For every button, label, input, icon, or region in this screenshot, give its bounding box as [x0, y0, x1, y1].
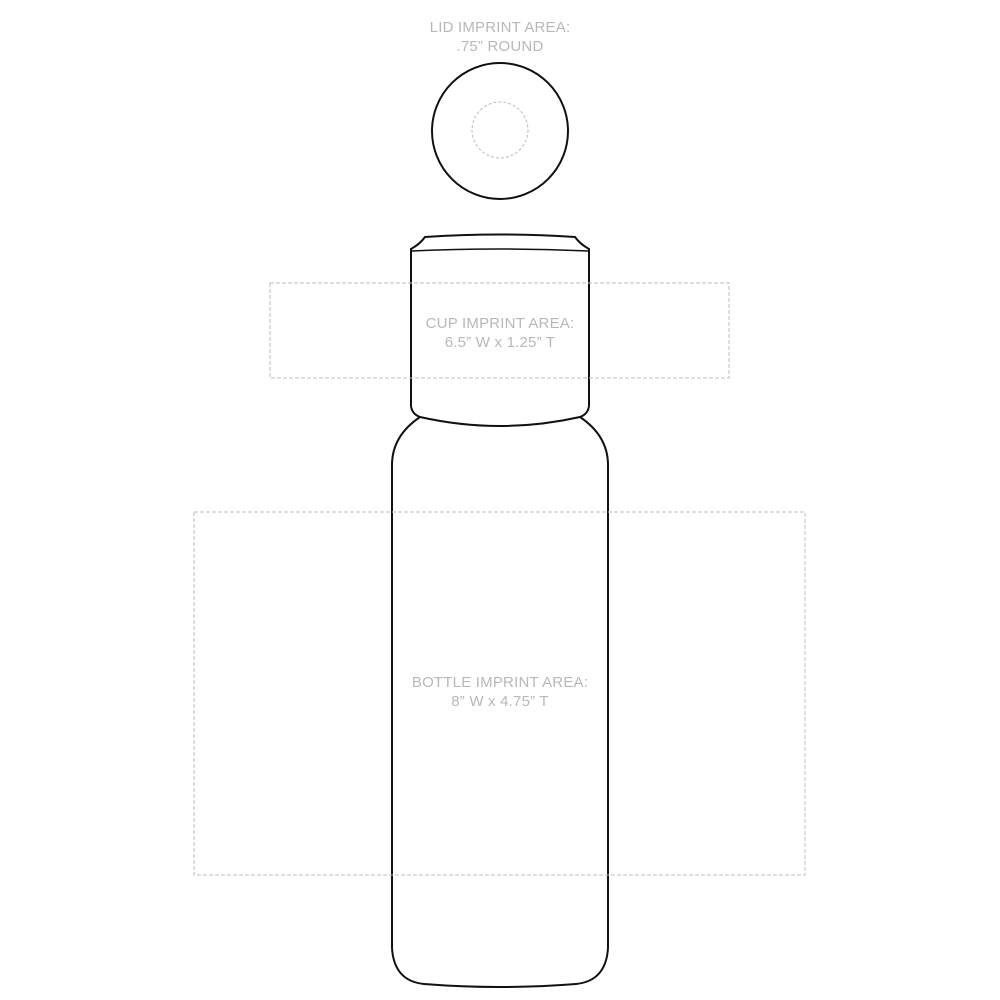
bottle-imprint-size: 8” W x 4.75” T [451, 693, 549, 710]
bottle-imprint-label [300, 673, 700, 711]
cup-imprint-title: CUP IMPRINT AREA: [425, 315, 575, 332]
lid-imprint-label [300, 18, 700, 56]
bottle-imprint-title: BOTTLE IMPRINT AREA: [411, 674, 589, 691]
lid-outline [432, 63, 568, 199]
lid-imprint-size: .75” ROUND [456, 38, 544, 55]
cup-rim-line [411, 249, 589, 251]
lid-imprint-title: LID IMPRINT AREA: [429, 19, 571, 36]
lid-imprint-area [472, 102, 528, 158]
cup-imprint-label [300, 314, 700, 352]
cup-imprint-size: 6.5” W x 1.25” T [444, 334, 556, 351]
